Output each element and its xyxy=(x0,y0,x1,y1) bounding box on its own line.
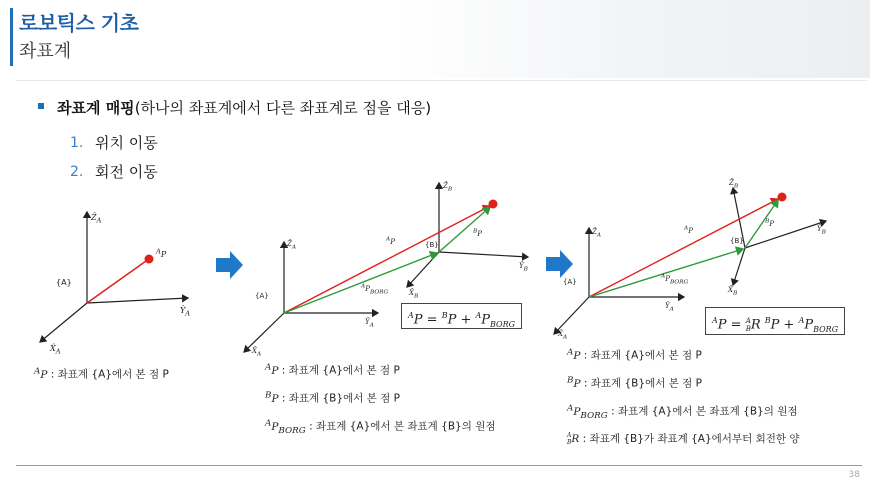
d3-frameA-label: {A} xyxy=(563,278,577,286)
next-arrow-icon-2 xyxy=(546,250,573,278)
d2-yB-label: $Ŷ_B$ xyxy=(519,262,528,273)
d3-xB-axis xyxy=(733,248,745,285)
d3-caption-1: $^A$P : 좌표계 {A}에서 본 점 P xyxy=(567,347,702,362)
d3-xA-axis xyxy=(554,297,589,334)
d2-zA-label: Ẑ$_A$ xyxy=(287,240,297,251)
d1-frame-label: {A} xyxy=(56,278,72,287)
d2-vector-AP xyxy=(284,206,490,313)
d2-yA-label: $Ŷ_A$ xyxy=(365,318,374,329)
d2-zB-label: Ẑ$_B$ xyxy=(443,182,453,193)
d3-BP-label: $^B$P xyxy=(765,219,775,229)
d2-caption-1: $^A$P : 좌표계 {A}에서 본 점 P xyxy=(265,362,400,377)
d3-xA-label: $X̂_A$ xyxy=(558,330,568,341)
d3-vector-APBORG xyxy=(589,249,743,297)
d3-caption-2: $^B$P : 좌표계 {B}에서 본 점 P xyxy=(567,375,702,390)
diagram-1 xyxy=(40,212,191,342)
d2-equation-box: $^AP = ^BP + ^AP_{BORG}$ xyxy=(401,303,522,329)
d3-xB-label: $X̂_B$ xyxy=(728,286,738,297)
d1-y-axis xyxy=(87,298,188,303)
d2-yB-axis xyxy=(439,252,528,257)
topic-rest: (하나의 좌표계에서 다른 좌표계로 점을 대응) xyxy=(134,99,432,117)
d3-APBORG-label: $^AP_{BORG}$ xyxy=(661,274,689,286)
d1-z-label: Ẑ$_A$ xyxy=(91,213,102,225)
d1-x-label: $X̂_A$ xyxy=(50,344,61,356)
d2-xA-axis xyxy=(244,313,284,352)
d2-caption-2: $^B$P : 좌표계 {B}에서 본 점 P xyxy=(265,390,400,405)
d3-caption-4: A BR : 좌표계 {B}가 좌표계 {A}에서부터 회전한 양 xyxy=(567,432,800,446)
d2-xA-label: $X̂_A$ xyxy=(252,347,262,358)
d2-point-P xyxy=(489,200,498,209)
d1-vector-AP xyxy=(87,261,146,303)
d3-yB-axis xyxy=(745,221,826,248)
d2-frameA-label: {A} xyxy=(255,292,269,300)
item-2-label: 회전 이동 xyxy=(95,163,158,181)
page-number: 38 xyxy=(848,470,860,480)
d1-x-axis xyxy=(40,303,87,342)
d3-point-P xyxy=(778,193,787,202)
slide-title: 로보틱스 기초 xyxy=(19,11,139,35)
d3-zA-label: Ẑ$_A$ xyxy=(592,228,602,239)
footer-divider xyxy=(16,465,862,466)
d2-xB-label: $X̂_B$ xyxy=(409,289,419,300)
slide-subtitle: 좌표계 xyxy=(19,41,72,62)
d1-point-label: $^A$P xyxy=(156,247,167,259)
d3-yA-label: $Ŷ_A$ xyxy=(665,302,674,313)
topic-bold: 좌표계 매핑 xyxy=(57,99,135,117)
d2-AP-label: $^A$P xyxy=(386,237,395,247)
d1-y-label: $Ŷ_A$ xyxy=(180,306,191,318)
d2-caption-3: $^AP_{BORG}$ : 좌표계 {A}에서 본 좌표계 {B}의 원점 xyxy=(265,418,496,436)
d3-zB-label: Ẑ$_B$ xyxy=(729,179,739,190)
item-1-label: 위치 이동 xyxy=(95,134,158,152)
d3-frameB-label: {B} xyxy=(730,237,744,245)
d1-caption: $^A$P : 좌표계 {A}에서 본 점 P xyxy=(34,366,169,381)
d2-APBORG-label: $^AP_{BORG}$ xyxy=(361,284,389,296)
d1-point-P xyxy=(145,255,154,264)
item-2-number: 2. xyxy=(70,164,84,180)
d3-AP-label: $^A$P xyxy=(684,226,693,236)
d2-frameB-label: {B} xyxy=(425,241,439,249)
d2-vector-BP xyxy=(439,207,490,252)
item-1-number: 1. xyxy=(70,135,84,151)
d3-yB-label: $Ŷ_B$ xyxy=(817,225,826,236)
d2-BP-label: $^B$P xyxy=(473,229,483,239)
d3-equation-box: $^A$P = A BR $^BP + ^AP_{BORG}$ xyxy=(705,307,845,335)
next-arrow-icon-1 xyxy=(216,251,243,279)
d3-caption-3: $^AP_{BORG}$ : 좌표계 {A}에서 본 좌표계 {B}의 원점 xyxy=(567,403,798,421)
d2-xB-axis xyxy=(407,252,439,287)
